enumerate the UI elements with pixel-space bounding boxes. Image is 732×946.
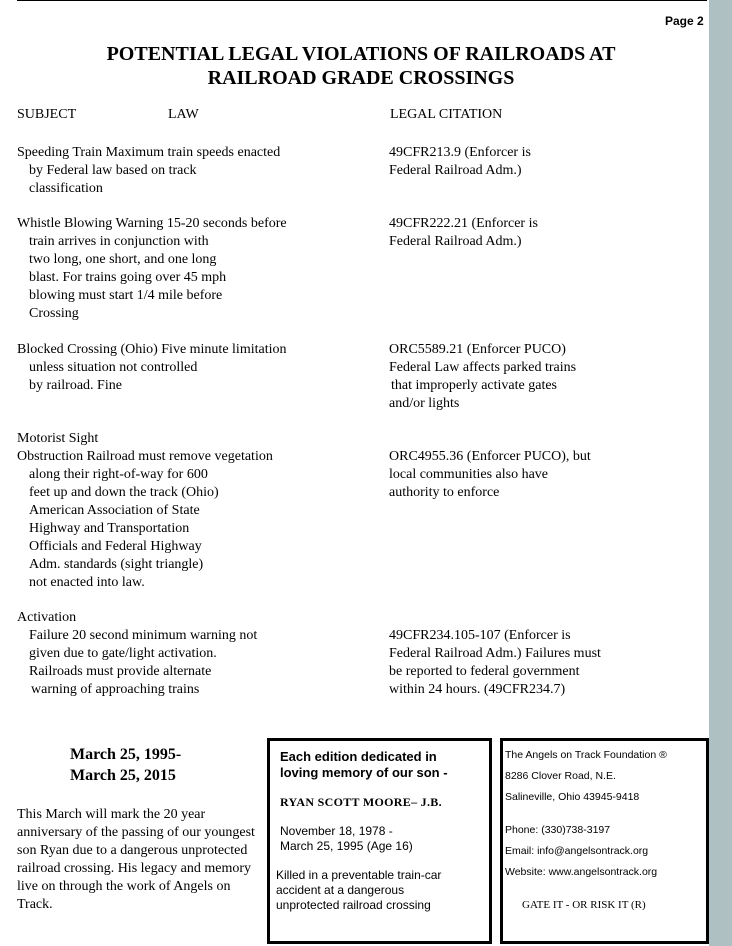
law-line: Blocked Crossing (Ohio) Five minute limitation — [17, 342, 287, 357]
citation-line: Federal Railroad Adm.) Failures must — [389, 646, 601, 661]
memorial-date-start: March 25, 1995- — [70, 746, 182, 763]
memorial-note: This March will mark the 20 year anniversary of the passing of our youngest son Ryan due to a dangerous unprotected railroad crossing. His legacy and memory live on through the work of Angels on Track. — [17, 807, 255, 912]
law-line: Crossing — [29, 306, 79, 321]
citation-line: Federal Law affects parked trains — [389, 360, 577, 375]
foundation-address-1: 8286 Clover Road, N.E. — [505, 770, 616, 782]
law-line: warning of approaching trains — [31, 682, 200, 697]
citation-blocked-crossing — [389, 341, 576, 413]
law-blocked-crossing — [17, 341, 286, 395]
foundation-contact-box — [500, 738, 709, 944]
header-law: LAW — [168, 107, 199, 122]
law-activation — [17, 609, 257, 699]
law-line: Officials and Federal Highway — [29, 539, 202, 554]
citation-line: be reported to federal government — [389, 664, 580, 679]
law-line: train arrives in conjunction with — [29, 234, 209, 249]
header-legal-citation: LEGAL CITATION — [390, 107, 503, 122]
foundation-name: The Angels on Track Foundation ® — [505, 749, 667, 761]
law-line: by Federal law based on track — [29, 163, 197, 178]
citation-line: local communities also have — [389, 467, 549, 482]
citation-speeding-train — [389, 144, 531, 180]
header-subject: SUBJECT — [17, 107, 77, 122]
citation-line: authority to enforce — [389, 485, 500, 500]
page-title — [20, 42, 702, 90]
side-color-bar — [709, 0, 732, 946]
law-line: two long, one short, and one long — [29, 252, 217, 267]
citation-motorist-sight — [389, 448, 591, 502]
dedication-heading-2: loving memory of our son - — [280, 765, 448, 780]
citation-line: Federal Railroad Adm.) — [389, 163, 522, 178]
dedication-dates — [280, 824, 479, 854]
law-line: Adm. standards (sight triangle) — [29, 557, 204, 572]
law-line: Motorist Sight — [17, 431, 99, 446]
top-rule — [17, 0, 707, 1]
law-line: Obstruction Railroad must remove vegetation — [17, 449, 273, 464]
dedication-box — [267, 738, 492, 944]
law-line: not enacted into law. — [29, 575, 145, 590]
foundation-slogan: GATE IT - OR RISK IT (R) — [522, 899, 646, 911]
foundation-email: Email: info@angelsontrack.org — [505, 845, 649, 857]
citation-line: Federal Railroad Adm.) — [389, 234, 522, 249]
law-line: Activation — [17, 610, 77, 625]
citation-line: within 24 hours. (49CFR234.7) — [389, 682, 566, 697]
citation-line: that improperly activate gates — [391, 378, 557, 393]
foundation-website: Website: www.angelsontrack.org — [505, 866, 658, 878]
foundation-address-2: Salineville, Ohio 43945-9418 — [505, 791, 640, 803]
law-whistle-blowing — [17, 215, 287, 323]
law-line: unless situation not controlled — [29, 360, 198, 375]
law-line: blowing must start 1/4 mile before — [29, 288, 223, 303]
memorial-dates — [70, 744, 181, 786]
citation-line: ORC5589.21 (Enforcer PUCO) — [389, 342, 566, 357]
citation-whistle-blowing — [389, 215, 538, 251]
citation-line: 49CFR234.105-107 (Enforcer is — [389, 628, 571, 643]
dedication-killed-line: Killed in a preventable train-car — [276, 868, 442, 882]
law-line: feet up and down the track (Ohio) — [29, 485, 219, 500]
law-line: given due to gate/light activation. — [29, 646, 217, 661]
dedication-killed-line: accident at a dangerous — [276, 883, 405, 897]
memorial-date-end: March 25, 2015 — [70, 767, 176, 784]
law-line: Railroads must provide alternate — [29, 664, 212, 679]
title-line-1: POTENTIAL LEGAL VIOLATIONS OF RAILROADS AT — [106, 43, 616, 65]
title-line-2: RAILROAD GRADE CROSSINGS — [207, 67, 515, 89]
dedication-killed-line: unprotected railroad crossing — [276, 898, 431, 912]
law-line: along their right-of-way for 600 — [29, 467, 208, 482]
citation-line: ORC4955.36 (Enforcer PUCO), but — [389, 449, 591, 464]
law-line: blast. For trains going over 45 mph — [29, 270, 227, 285]
citation-line: 49CFR222.21 (Enforcer is — [389, 216, 538, 231]
law-line: Failure 20 second minimum warning not — [29, 628, 258, 643]
citation-line: 49CFR213.9 (Enforcer is — [389, 145, 531, 160]
page-number: Page 2 — [665, 14, 704, 28]
law-line: by railroad. Fine — [29, 378, 122, 393]
law-line: Whistle Blowing Warning 15-20 seconds before — [17, 216, 287, 231]
law-line: Highway and Transportation — [29, 521, 190, 536]
law-line: classification — [29, 181, 103, 196]
citation-activation — [389, 627, 601, 699]
citation-line: and/or lights — [389, 396, 460, 411]
law-motorist-sight — [17, 430, 273, 592]
law-line: Speeding Train Maximum train speeds enacted — [17, 145, 281, 160]
dedication-heading-1: Each edition dedicated in — [280, 749, 437, 764]
law-line: American Association of State — [29, 503, 200, 518]
dedication-date-line: March 25, 1995 (Age 16) — [280, 839, 413, 853]
foundation-phone: Phone: (330)738-3197 — [505, 824, 611, 836]
law-speeding-train — [17, 144, 280, 198]
dedication-killed-text — [276, 868, 479, 913]
dedication-date-line: November 18, 1978 - — [280, 824, 393, 838]
dedication-name: RYAN SCOTT MOORE– J.B. — [280, 795, 442, 809]
